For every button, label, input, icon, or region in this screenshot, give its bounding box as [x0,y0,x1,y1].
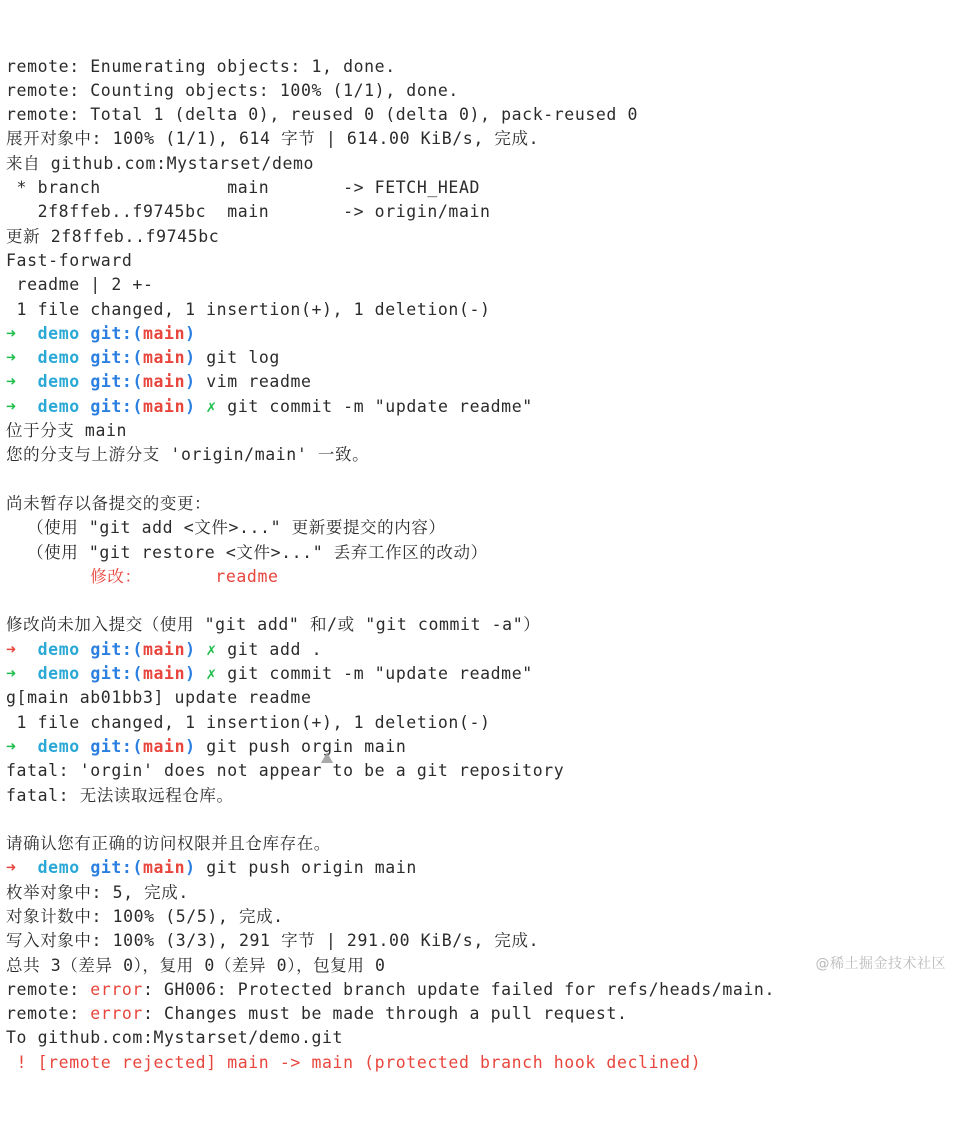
prompt-git-close: ) [185,736,196,756]
prompt-space [196,737,207,756]
terminal-text: 您的分支与上游分支 'origin/main' 一致。 [6,445,370,465]
terminal-text: 位于分支 main [6,421,128,441]
terminal-command-text: git log [206,348,280,368]
prompt-directory: demo [37,664,80,684]
prompt-dirty-icon: ✗ [195,639,217,659]
prompt-arrow-icon: ➜ [6,372,17,392]
terminal-text: remote: Counting objects: 100% (1/1), done. [6,80,459,100]
terminal-line [0,565,960,589]
terminal-line [0,298,960,322]
terminal-line [0,79,960,103]
terminal-line [0,905,960,929]
terminal-line [0,589,960,613]
terminal-line [0,856,960,880]
terminal-line [0,468,960,492]
terminal-line [0,419,960,443]
prompt-space [196,348,207,367]
prompt-space [17,324,38,343]
prompt-space [196,858,207,877]
terminal-text: fatal: 无法读取远程仓库。 [6,785,234,805]
terminal-line [0,784,960,808]
terminal-line [0,103,960,127]
prompt-git-label: git:( [90,858,143,878]
terminal-text: remote: Enumerating objects: 1, done. [6,56,396,76]
terminal-line [0,492,960,516]
terminal-line [0,832,960,856]
terminal-line [0,395,960,419]
terminal-text: error [90,979,143,999]
terminal-text: : GH006: Protected branch update failed for refs/heads/main. [142,979,775,999]
terminal-text: : Changes must be made through a pull request. [142,1004,628,1024]
prompt-space [17,348,38,367]
terminal-line [0,759,960,783]
prompt-space [196,324,207,343]
terminal-text: 1 file changed, 1 insertion(+), 1 deletion(-) [6,712,491,732]
prompt-space [17,372,38,391]
terminal-line [0,322,960,346]
terminal-text: remote: [6,979,91,999]
prompt-arrow-icon: ➜ [6,858,17,878]
terminal-line [0,516,960,540]
prompt-git-label: git:( [90,348,143,368]
prompt-git-close: ) [185,396,196,416]
prompt-git-label: git:( [90,323,143,343]
prompt-space [80,737,91,756]
prompt-branch-name: main [142,858,186,878]
prompt-directory: demo [37,858,80,878]
prompt-git-close: ) [185,664,196,684]
prompt-space [217,664,228,683]
prompt-git-label: git:( [90,639,143,659]
prompt-space [217,640,228,659]
terminal-line [0,176,960,200]
terminal-line [0,1002,960,1026]
terminal-text: 请确认您有正确的访问权限并且仓库存在。 [6,834,331,854]
prompt-git-close: ) [185,348,196,368]
watermark-label: @稀土掘金技术社区 [815,955,946,972]
terminal-text: g[main ab01bb3] update readme [6,688,312,708]
prompt-directory: demo [37,396,80,416]
prompt-branch-name: main [142,348,186,368]
terminal-line [0,127,960,151]
prompt-git-close: ) [185,323,196,343]
terminal-line [0,978,960,1002]
prompt-git-close: ) [185,372,196,392]
prompt-directory: demo [37,323,80,343]
terminal-text: * branch main -> FETCH_HEAD [6,178,481,198]
terminal-line [0,225,960,249]
terminal-line [0,808,960,832]
terminal-line [0,273,960,297]
terminal-line [0,1051,960,1075]
prompt-dirty-icon: ✗ [195,396,217,416]
prompt-space [17,397,38,416]
prompt-space [217,397,228,416]
prompt-space [196,372,207,391]
prompt-git-label: git:( [90,372,143,392]
terminal-command-text: git commit -m "update readme" [227,664,533,684]
terminal-text: （使用 "git restore <文件>..." 丢弃工作区的改动） [6,542,488,562]
prompt-space [80,372,91,391]
prompt-git-label: git:( [90,396,143,416]
prompt-directory: demo [37,348,80,368]
terminal-command-text: git commit -m "update readme" [227,396,533,416]
terminal-text: 写入对象中: 100% (3/3), 291 字节 | 291.00 KiB/s, 完成. [6,931,540,951]
prompt-git-close: ) [185,639,196,659]
prompt-directory: demo [37,736,80,756]
prompt-arrow-icon: ➜ [6,323,17,343]
prompt-git-label: git:( [90,736,143,756]
terminal-text: 2f8ffeb..f9745bc main -> origin/main [6,202,491,222]
prompt-arrow-icon: ➜ [6,348,17,368]
terminal-line [0,55,960,79]
terminal-line [0,686,960,710]
prompt-arrow-icon: ➜ [6,736,17,756]
prompt-branch-name: main [142,639,186,659]
terminal-line [0,929,960,953]
prompt-dirty-icon: ✗ [195,664,217,684]
terminal-line [0,346,960,370]
prompt-space [80,348,91,367]
prompt-space [17,858,38,877]
terminal-text: 来自 github.com:Mystarset/demo [6,153,315,173]
terminal-text: remote: [6,1004,91,1024]
terminal-line [0,638,960,662]
terminal-line [0,735,960,759]
terminal-command-text: git push orgin main [206,736,407,756]
terminal-text: 修改： readme [6,566,279,586]
terminal-command-text: git push origin main [206,858,417,878]
terminal-line [0,711,960,735]
prompt-space [17,640,38,659]
terminal-line [0,249,960,273]
terminal-command-text: git add . [227,639,323,659]
terminal-line [0,443,960,467]
terminal-line [0,881,960,905]
terminal-command-text: vim readme [206,372,312,392]
terminal-text: 对象计数中: 100% (5/5), 完成. [6,906,284,926]
terminal-text: Fast-forward [6,250,133,270]
terminal-line [0,613,960,637]
terminal-text: fatal: 'orgin' does not appear to be a git repository [6,761,565,781]
terminal-text: 枚举对象中: 5, 完成. [6,882,189,902]
prompt-git-close: ) [185,858,196,878]
prompt-space [80,664,91,683]
terminal-line [0,152,960,176]
prompt-space [17,737,38,756]
terminal-text: error [90,1004,143,1024]
terminal-text: 总共 3（差异 0），复用 0（差异 0），包复用 0 [6,955,386,975]
terminal-line [0,541,960,565]
terminal-line [0,662,960,686]
prompt-space [80,858,91,877]
terminal-line [0,1026,960,1050]
prompt-branch-name: main [142,372,186,392]
mouse-cursor-icon [321,752,333,763]
terminal-output [0,55,960,1075]
prompt-branch-name: main [142,664,186,684]
prompt-branch-name: main [142,396,186,416]
prompt-space [80,397,91,416]
prompt-directory: demo [37,372,80,392]
prompt-space [80,640,91,659]
prompt-branch-name: main [142,323,186,343]
terminal-text: 尚未暂存以备提交的变更： [6,493,212,513]
prompt-git-label: git:( [90,664,143,684]
prompt-branch-name: main [142,736,186,756]
terminal-line [0,370,960,394]
terminal-text: 1 file changed, 1 insertion(+), 1 deletion(-) [6,299,491,319]
terminal-text: （使用 "git add <文件>..." 更新要提交的内容） [6,518,446,538]
terminal-text: remote: Total 1 (delta 0), reused 0 (delta 0), pack-reused 0 [6,105,639,125]
terminal-text: 修改尚未加入提交（使用 "git add" 和/或 "git commit -a"） [6,615,541,635]
terminal-text: readme | 2 +- [6,275,154,295]
prompt-arrow-icon: ➜ [6,396,17,416]
prompt-space [80,324,91,343]
terminal-text: ! [remote rejected] main -> main (protected branch hook declined) [6,1052,702,1072]
terminal-line [0,200,960,224]
terminal-text: 展开对象中: 100% (1/1), 614 字节 | 614.00 KiB/s, 完成. [6,129,540,149]
prompt-space [17,664,38,683]
terminal-text: To github.com:Mystarset/demo.git [6,1028,344,1048]
prompt-arrow-icon: ➜ [6,664,17,684]
prompt-directory: demo [37,639,80,659]
terminal-text: 更新 2f8ffeb..f9745bc [6,226,220,246]
prompt-arrow-icon: ➜ [6,639,17,659]
